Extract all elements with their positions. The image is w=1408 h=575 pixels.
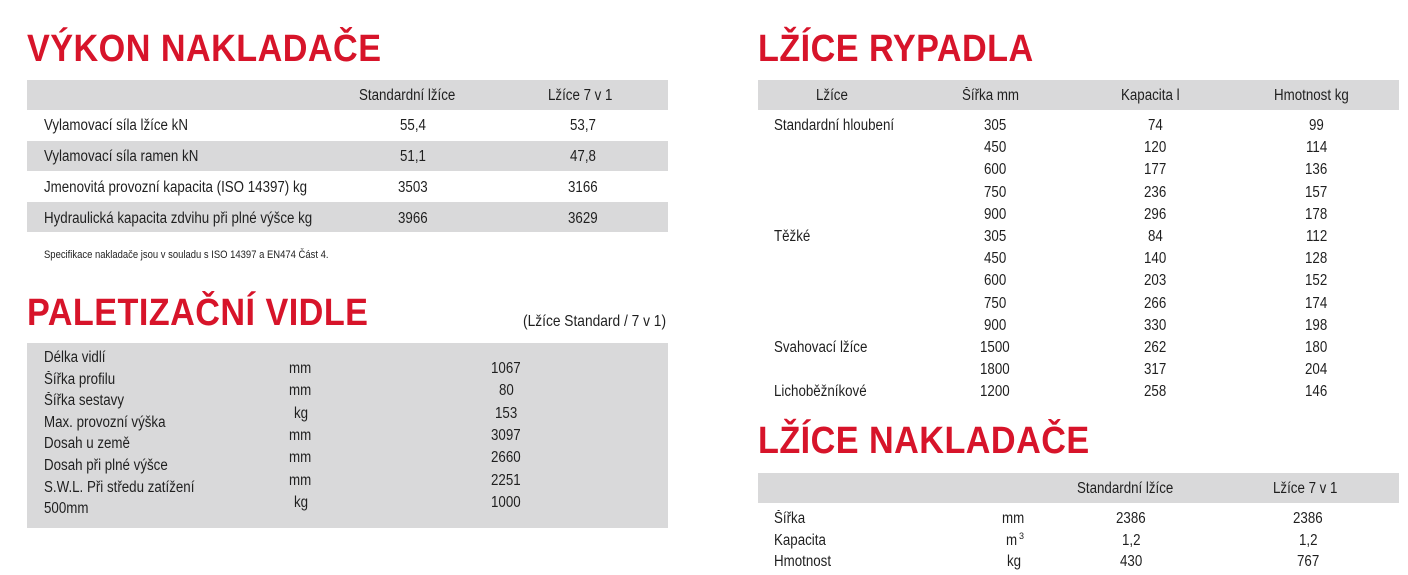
vykon-row-label: Vylamovací síla ramen kN: [44, 148, 199, 165]
rypadla-row-kapacita: 203: [1144, 272, 1167, 290]
vidle-label: Dosah při plné výšce: [44, 457, 168, 474]
rypadla-row-sirka: 450: [984, 250, 1007, 268]
rypadla-row-hmotnost: 152: [1305, 272, 1328, 290]
vidle-title: PALETIZAČNÍ VIDLE: [27, 292, 369, 334]
rypadla-row-hmotnost: 204: [1305, 361, 1328, 379]
rypadla-row-kapacita: 84: [1148, 228, 1164, 245]
vykon-row-7v1: 3629: [567, 210, 598, 227]
rypadla-row-kapacita: 296: [1144, 205, 1167, 223]
vykon-row-7v1: 3166: [567, 179, 598, 196]
unit-superscript: 3: [1018, 530, 1024, 541]
nakladace-col-7v1: Lžíce 7 v 1: [1272, 480, 1337, 497]
vidle-value: 2251: [490, 471, 521, 489]
vykon-row-label: Vylamovací síla lžíce kN: [44, 117, 188, 134]
vidle-label: Dosah u země: [44, 435, 130, 453]
vykon-row-7v1: 47,8: [569, 148, 596, 165]
vidle-value: 80: [499, 382, 515, 400]
rypadla-row-hmotnost: 136: [1305, 161, 1328, 179]
rypadla-row-sirka: 900: [984, 316, 1007, 334]
nakladace-row-standard: 1,2: [1122, 531, 1141, 549]
rypadla-row-hmotnost: 174: [1305, 294, 1328, 312]
rypadla-row-hmotnost: 99: [1309, 117, 1325, 134]
vidle-unit: kg: [293, 493, 308, 511]
rypadla-col-kapacita: Kapacita l: [1120, 87, 1180, 104]
nakladace-row-label: Šířka: [774, 510, 806, 527]
rypadla-row-hmotnost: 112: [1305, 228, 1327, 245]
nakladace-row-unit: m $^3$: [1006, 530, 1024, 549]
vidle-subtitle: (Lžíce Standard / 7 v 1): [523, 313, 667, 330]
rypadla-row-sirka: 305: [984, 117, 1007, 134]
vykon-row-standard: 51,1: [399, 148, 426, 165]
vykon-row-label: Jmenovitá provozní kapacita (ISO 14397) kg: [44, 179, 308, 196]
rypadla-row-name: Lichoběžníkové: [774, 383, 867, 401]
nakladace-row-standard: 2386: [1115, 510, 1146, 527]
vidle-label: S.W.L. Při středu zatížení: [44, 478, 195, 496]
rypadla-row-kapacita: 317: [1144, 361, 1167, 379]
vidle-value: 3097: [490, 426, 521, 444]
nakladace-row-unit: kg: [1006, 553, 1021, 570]
rypadla-row-kapacita: 236: [1144, 183, 1167, 201]
vykon-row-standard: 3966: [397, 210, 428, 227]
rypadla-row-sirka: 1200: [979, 383, 1010, 401]
vykon-row-7v1: 53,7: [569, 117, 596, 134]
rypadla-title: LŽÍCE RYPADLA: [758, 28, 1034, 70]
rypadla-row-name: Standardní hloubení: [774, 117, 895, 134]
nakladace-row-7v1: 767: [1297, 553, 1320, 570]
vidle-label: Šířka profilu: [44, 370, 116, 388]
vykon-row-label: Hydraulická kapacita zdvihu při plné výšce kg: [44, 210, 313, 227]
rypadla-row-hmotnost: 157: [1305, 183, 1328, 201]
nakladace-row-label: Kapacita: [774, 531, 826, 549]
rypadla-row-sirka: 750: [984, 294, 1007, 312]
vykon-title: VÝKON NAKLADAČE: [27, 28, 382, 70]
vidle-unit: mm: [289, 471, 312, 489]
rypadla-row-hmotnost: 128: [1305, 250, 1328, 268]
rypadla-row-sirka: 1500: [979, 339, 1010, 356]
rypadla-row-hmotnost: 146: [1305, 383, 1328, 401]
rypadla-row-sirka: 600: [984, 272, 1007, 290]
vidle-value: 153: [495, 404, 518, 422]
vidle-label: Délka vidlí: [44, 349, 106, 366]
rypadla-row-name: Svahovací lžíce: [774, 339, 868, 356]
vidle-value: 1067: [490, 360, 521, 377]
vidle-label: Šířka sestavy: [44, 392, 125, 410]
vidle-label: Max. provozní výška: [44, 413, 166, 431]
vykon-note: Specifikace nakladače jsou v souladu s ISO 14397 a EN474 Část 4.: [44, 249, 329, 261]
nakladace-row-unit: mm: [1002, 510, 1025, 527]
vidle-value: 1000: [490, 493, 521, 511]
rypadla-row-sirka: 900: [984, 205, 1007, 223]
nakladace-title: LŽÍCE NAKLADAČE: [758, 420, 1090, 462]
vidle-unit: mm: [289, 360, 312, 377]
vykon-col-standard: Standardní lžíce: [358, 87, 456, 104]
rypadla-col-lzice: Lžíce: [816, 87, 849, 104]
vidle-unit: mm: [289, 449, 312, 467]
nakladace-row-7v1: 2386: [1292, 510, 1323, 527]
rypadla-row-sirka: 1800: [979, 361, 1010, 379]
rypadla-row-kapacita: 262: [1144, 339, 1167, 356]
vidle-label: 500mm: [44, 500, 89, 518]
vidle-unit: mm: [289, 426, 312, 444]
rypadla-row-hmotnost: 180: [1305, 339, 1328, 356]
rypadla-row-sirka: 600: [984, 161, 1007, 179]
rypadla-row-hmotnost: 198: [1305, 316, 1328, 334]
rypadla-row-kapacita: 177: [1144, 161, 1167, 179]
rypadla-col-sirka: Šířka mm: [961, 87, 1019, 104]
rypadla-row-name: Těžké: [774, 228, 811, 245]
vidle-unit: mm: [289, 382, 312, 400]
nakladace-row-7v1: 1,2: [1299, 531, 1318, 549]
vidle-unit: kg: [293, 404, 308, 422]
nakladace-row-standard: 430: [1120, 553, 1143, 570]
rypadla-row-kapacita: 258: [1144, 383, 1167, 401]
vykon-row-standard: 3503: [397, 179, 428, 196]
nakladace-col-standard: Standardní lžíce: [1076, 480, 1174, 497]
rypadla-row-sirka: 750: [984, 183, 1007, 201]
vidle-value: 2660: [490, 449, 521, 467]
rypadla-row-kapacita: 330: [1144, 316, 1167, 334]
rypadla-row-sirka: 305: [984, 228, 1007, 245]
rypadla-col-hmotnost: Hmotnost kg: [1274, 87, 1350, 104]
rypadla-row-hmotnost: 114: [1305, 139, 1327, 157]
rypadla-row-kapacita: 120: [1144, 139, 1167, 157]
rypadla-row-sirka: 450: [984, 139, 1007, 157]
rypadla-row-kapacita: 140: [1144, 250, 1167, 268]
rypadla-row-hmotnost: 178: [1305, 205, 1328, 223]
rypadla-row-kapacita: 74: [1148, 117, 1164, 134]
vykon-col-7v1: Lžíce 7 v 1: [547, 87, 612, 104]
nakladace-row-label: Hmotnost: [774, 553, 832, 570]
rypadla-row-kapacita: 266: [1144, 294, 1167, 312]
vykon-row-standard: 55,4: [399, 117, 426, 134]
